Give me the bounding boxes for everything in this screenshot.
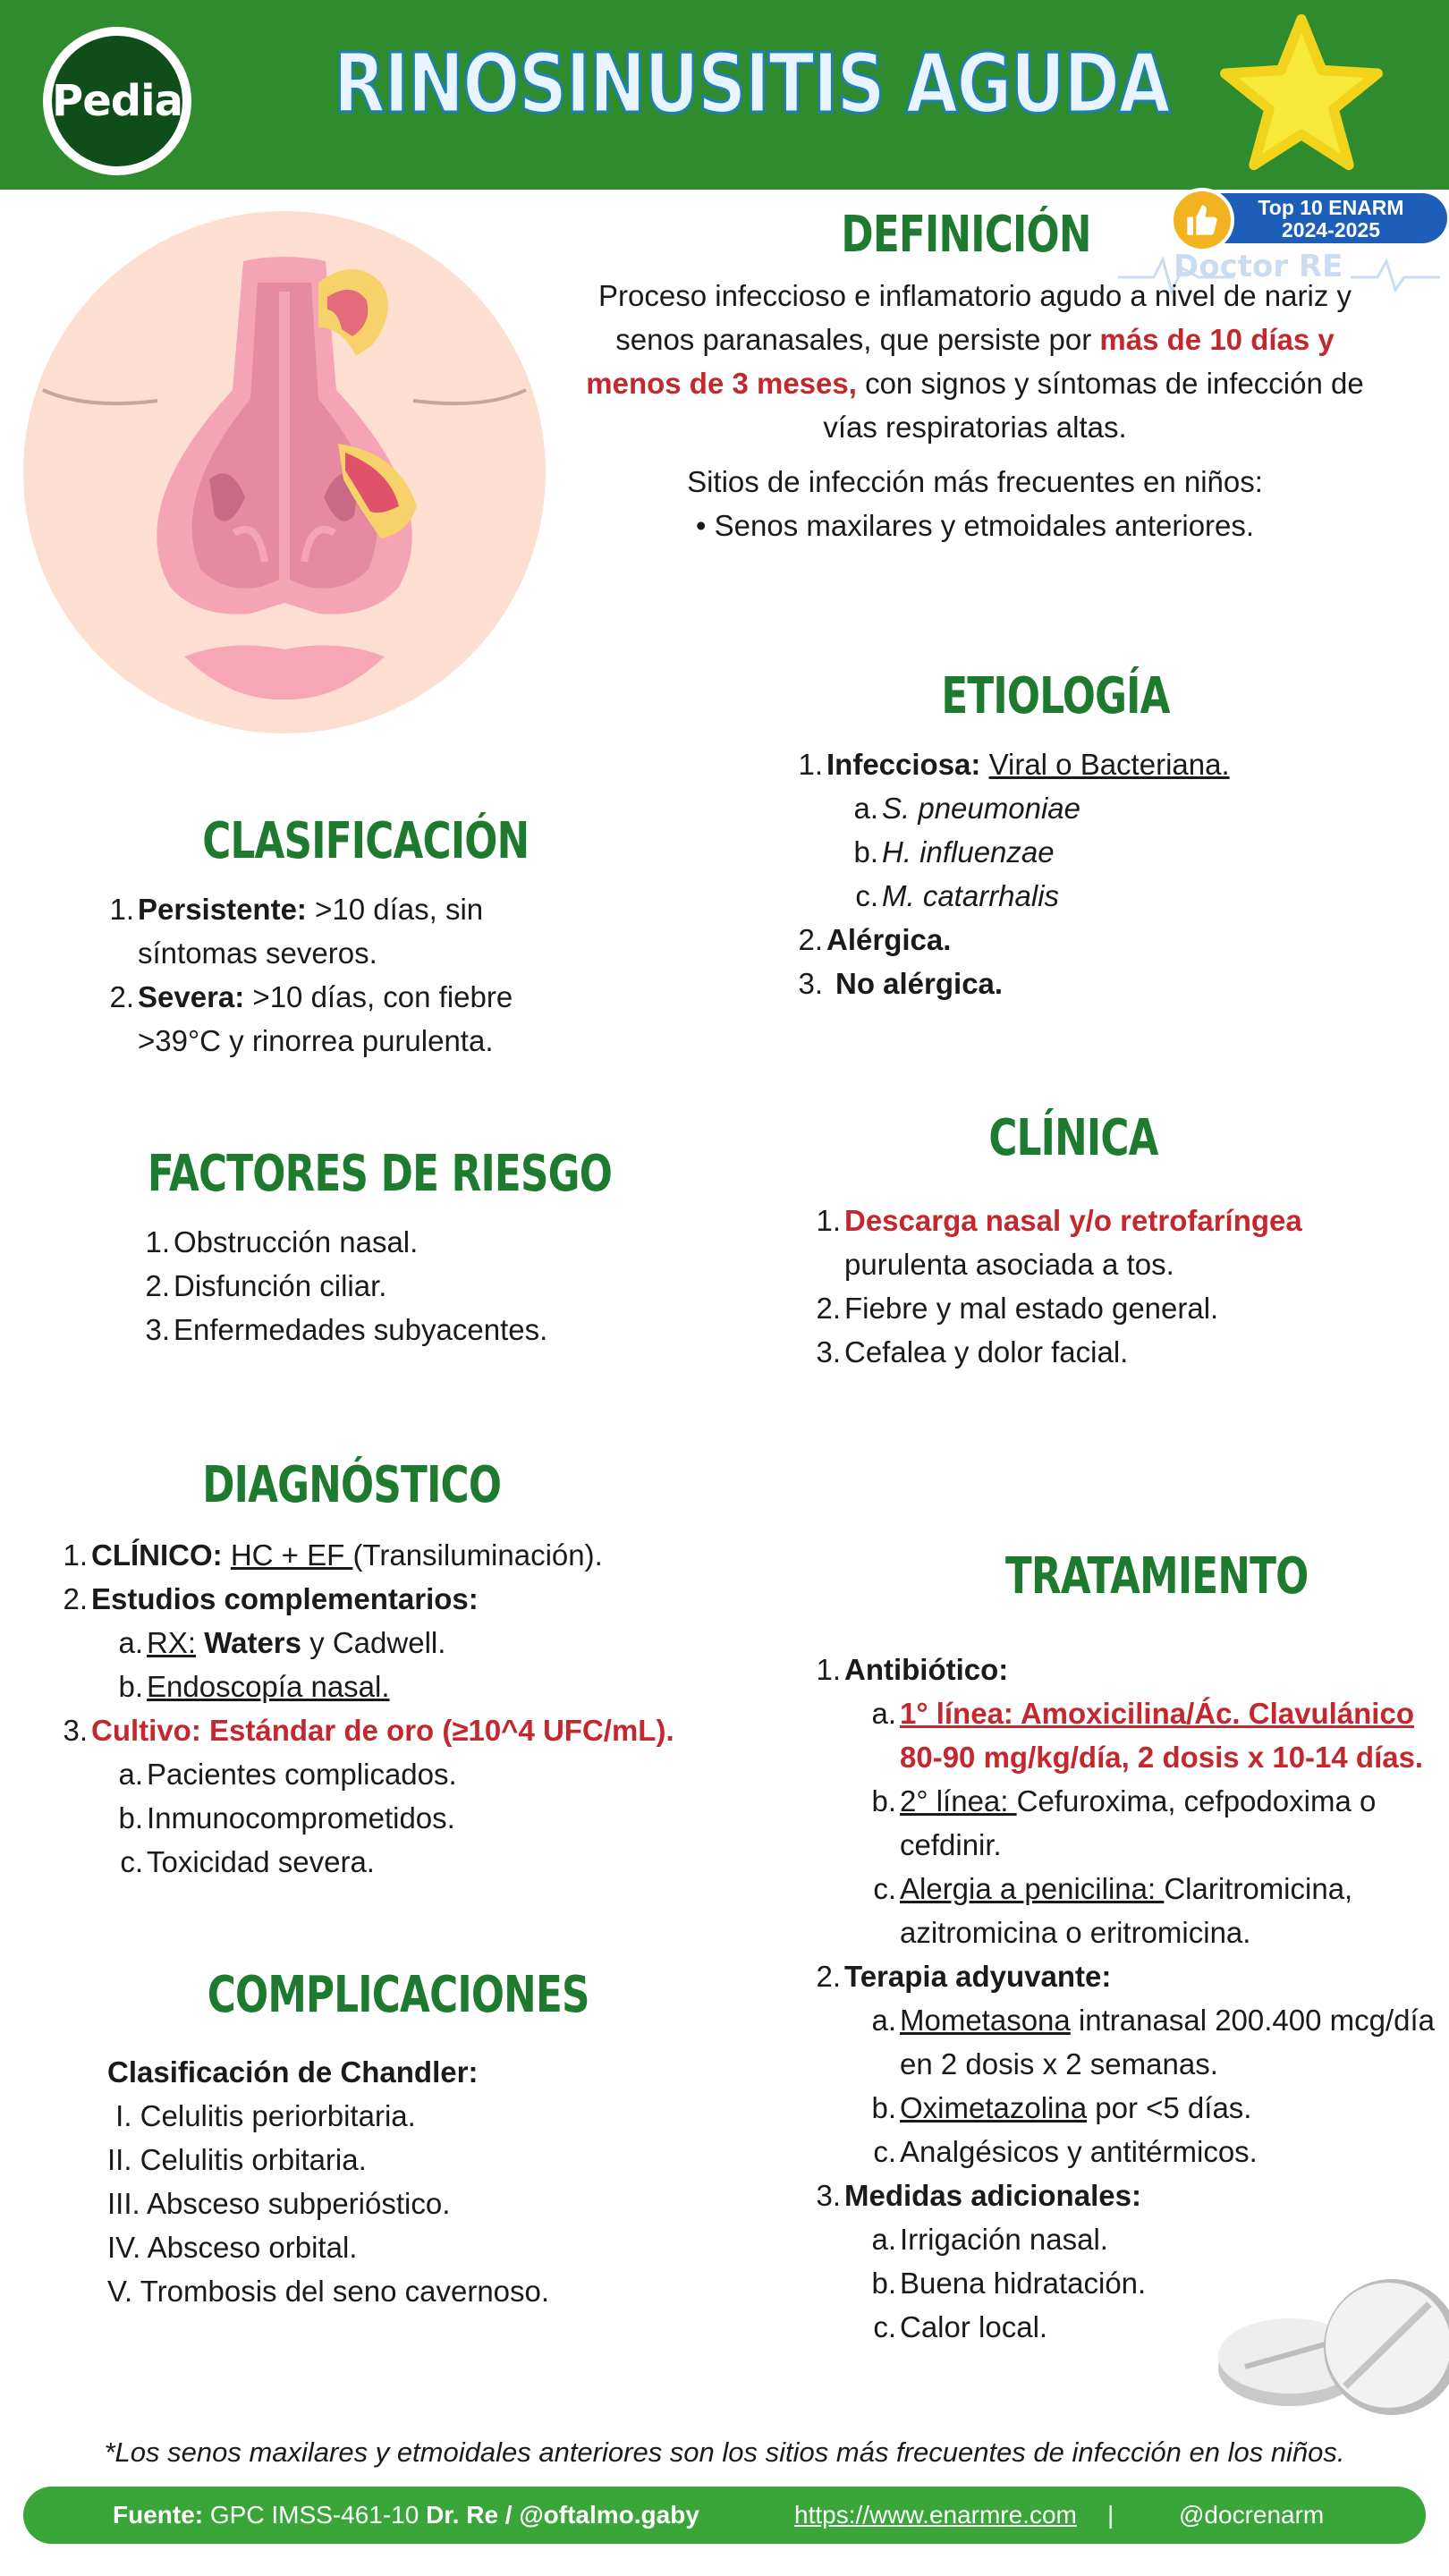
clasificacion-list — [98, 887, 599, 1063]
factores-list — [134, 1220, 635, 1352]
list-item: 1. CLÍNICO: HC + EF (Transiluminación). — [63, 1538, 603, 1572]
clasificacion-heading: CLASIFICACIÓN — [202, 812, 530, 870]
page-title: RINOSINUSITIS AGUDA — [333, 36, 1170, 131]
badge-pill — [1197, 193, 1447, 243]
list-item: V. Trombosis del seno cavernoso. — [107, 2275, 550, 2308]
list-item: 1. Antibiótico: — [816, 1653, 1009, 1686]
chandler-subtitle: Clasificación de Chandler: — [107, 2055, 479, 2089]
list-item: 1. Obstrucción nasal. — [145, 1225, 419, 1258]
list-item: III. Absceso subperióstico. — [107, 2187, 451, 2220]
list-item: a. RX: Waters y Cadwell. — [118, 1626, 446, 1659]
list-item: 2. Fiebre y mal estado general. — [816, 1292, 1219, 1325]
list-item: c. Calor local. — [873, 2310, 1048, 2343]
list-item: a. Mometasona intranasal 200.400 mcg/día en 2 dosis x 2 semanas. — [871, 2004, 1436, 2080]
tratamiento-heading: TRATAMIENTO — [1005, 1547, 1309, 1606]
list-item: a. Irrigación nasal. — [871, 2223, 1108, 2256]
etiologia-list — [787, 742, 1413, 1005]
definicion-part-2: con signos y síntomas de infección de vías respiratorias altas. — [823, 367, 1364, 444]
clinica-list — [805, 1199, 1413, 1374]
logo-circle — [52, 36, 182, 166]
list-item: c. Alergia a penicilina: Claritromicina, azitromicina o eritromicina. — [873, 1872, 1353, 1949]
social-handle[interactable]: @docrenarm — [1179, 2501, 1325, 2529]
list-item: 3. Cefalea y dolor facial. — [816, 1335, 1129, 1368]
list-item: c. M. catarrhalis — [855, 879, 1060, 912]
definicion-heading: DEFINICIÓN — [841, 206, 1091, 264]
list-item: 1. Infecciosa: Viral o Bacteriana. — [798, 748, 1230, 781]
list-item: II. Celulitis orbitaria. — [107, 2143, 367, 2176]
list-item: b. H. influenzae — [853, 835, 1055, 869]
sinus-illustration — [23, 211, 546, 733]
list-item: 2. Alérgica. — [798, 923, 952, 956]
list-item: 1. Descarga nasal y/o retrofaríngea purulenta asociada a tos. — [816, 1204, 1302, 1281]
list-item: b. Oximetazolina por <5 días. — [871, 2091, 1252, 2124]
source-citation: Fuente: GPC IMSS-461-10 Dr. Re / @oftalmo.gaby — [113, 2501, 699, 2529]
list-item: 3. Medidas adicionales: — [816, 2179, 1141, 2212]
definicion-sites — [572, 460, 1377, 547]
list-item: b. Endoscopía nasal. — [118, 1670, 390, 1703]
star-icon — [1216, 13, 1386, 174]
definicion-text — [572, 274, 1377, 449]
footnote: *Los senos maxilares y etmoidales anteriores son los sitios más frecuentes de infección en los niños. — [104, 2436, 1345, 2468]
list-item: b. 2° línea: Cefuroxima, cefpodoxima o cefdinir. — [871, 1784, 1377, 1861]
etiologia-heading: ETIOLOGÍA — [941, 667, 1170, 725]
clinica-heading: CLÍNICA — [988, 1109, 1158, 1167]
definicion-sites-title: Sitios de infección más frecuentes en niños: — [687, 465, 1263, 498]
list-item: 2. Disfunción ciliar. — [145, 1269, 387, 1302]
list-item: b. Inmunocomprometidos. — [118, 1801, 455, 1835]
header-bar — [0, 0, 1449, 190]
list-item: c. Toxicidad severa. — [120, 1845, 375, 1878]
list-item: I. Celulitis periorbitaria. — [107, 2099, 416, 2132]
list-item: a. Pacientes complicados. — [118, 1758, 457, 1791]
complicaciones-list — [107, 2050, 698, 2313]
footer-bar — [23, 2487, 1426, 2544]
list-item: c. Analgésicos y antitérmicos. — [873, 2135, 1258, 2168]
list-item: 2. Severa: >10 días, con fiebre >39°C y rinorrea purulenta. — [109, 980, 513, 1057]
list-item: 2. Estudios complementarios: — [63, 1582, 479, 1615]
list-item: IV. Absceso orbital. — [107, 2231, 358, 2264]
website-link[interactable]: https://www.enarmre.com — [794, 2501, 1077, 2529]
list-item: b. Buena hidratación. — [871, 2267, 1147, 2300]
footer-separator: | — [1107, 2501, 1114, 2529]
diagnostico-list — [52, 1533, 794, 1884]
enarm-badge — [1170, 188, 1449, 243]
badge-line-2: 2024-2025 — [1282, 218, 1380, 242]
list-item: a. 1° línea: Amoxicilina/Ác. Clavulánico 80-90 mg/kg/día, 2 dosis x 10-14 días. — [871, 1697, 1424, 1774]
pills-illustration — [1209, 2268, 1449, 2422]
definicion-part-1: Proceso infeccioso e inflamatorio agudo a nivel de nariz y senos paranasales, que persiste por — [598, 279, 1352, 356]
badge-line-1: Top 10 ENARM — [1258, 196, 1404, 219]
watermark-text: Doctor RE — [1174, 249, 1343, 284]
definicion-sites-item: • Senos maxilares y etmoidales anteriores. — [695, 509, 1255, 542]
complicaciones-heading: COMPLICACIONES — [207, 1966, 589, 2024]
tratamiento-list — [805, 1648, 1440, 2349]
list-item: 3. No alérgica. — [798, 967, 1004, 1000]
list-item: 2. Terapia adyuvante: — [816, 1960, 1112, 1993]
pedia-logo — [43, 27, 191, 175]
definicion-duration: más de 10 días y menos de 3 meses, — [586, 323, 1335, 400]
logo-text: Pedia — [52, 76, 182, 126]
list-item: 3. Cultivo: Estándar de oro (≥10^4 UFC/mL). — [63, 1714, 674, 1747]
diagnostico-heading: DIAGNÓSTICO — [202, 1456, 502, 1514]
factores-heading: FACTORES DE RIESGO — [147, 1145, 613, 1203]
list-item: 1. Persistente: >10 días, sin síntomas severos. — [109, 893, 484, 970]
list-item: 3. Enfermedades subyacentes. — [145, 1313, 548, 1346]
list-item: a. S. pneumoniae — [853, 792, 1080, 825]
